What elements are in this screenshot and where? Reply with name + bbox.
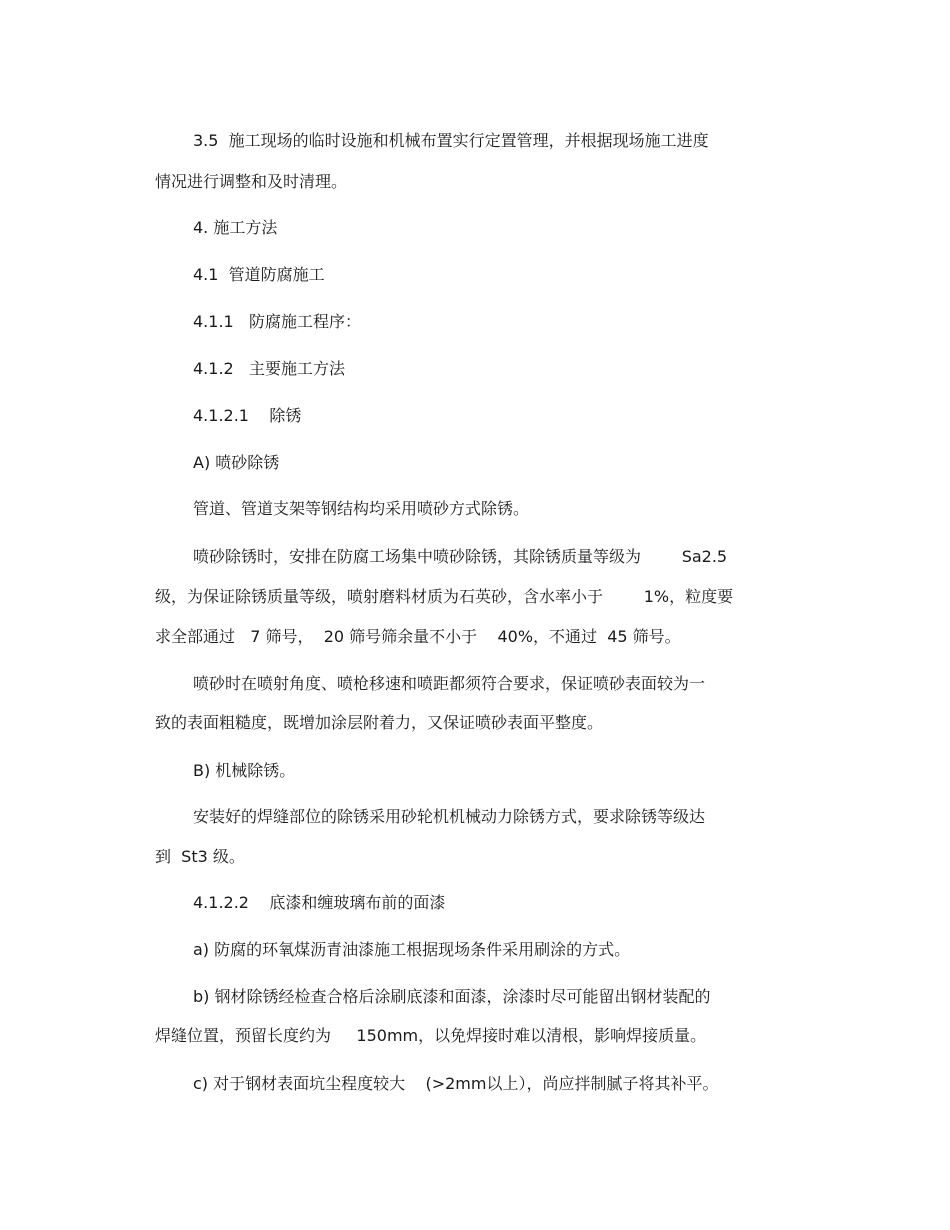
heading-4-1-2: 4.1.2 主要施工方法 <box>193 359 345 378</box>
paragraph-b-1-line-1: 安装好的焊缝部位的除锈采用砂轮机机械动力除锈方式，要求除锈等级达 <box>193 807 706 826</box>
item-c: c) 对于钢材表面坑尘程度较大 (>2mm以上），尚应拌制腻子将其补平。 <box>193 1074 719 1093</box>
paragraph-a-3-line-2: 致的表面粗糙度，既增加涂层附着力，又保证喷砂表面平整度。 <box>155 713 604 732</box>
heading-4-1: 4.1 管道防腐施工 <box>193 265 325 284</box>
paragraph-a-2-line-2: 级，为保证除锈质量等级，喷射磨料材质为石英砂，含水率小于 1%，粒度要 <box>155 587 734 606</box>
item-a: a) 防腐的环氧煤沥青油漆施工根据现场条件采用刷涂的方式。 <box>193 940 631 959</box>
paragraph-3-5-line-1: 3.5 施工现场的临时设施和机械布置实行定置管理，并根据现场施工进度 <box>193 131 709 150</box>
heading-4: 4. 施工方法 <box>193 218 278 237</box>
paragraph-a-3-line-1: 喷砂时在喷射角度、喷枪移速和喷距都须符合要求，保证喷砂表面较为一 <box>193 674 706 693</box>
subheading-a: A) 喷砂除锈 <box>193 453 280 472</box>
heading-4-1-1: 4.1.1 防腐施工程序： <box>193 312 361 331</box>
heading-4-1-2-2: 4.1.2.2 底漆和缠玻璃布前的面漆 <box>193 893 446 912</box>
paragraph-3-5-line-2: 情况进行调整和及时清理。 <box>155 172 348 191</box>
item-b-line-2: 焊缝位置，预留长度约为 150mm，以免焊接时难以清根，影响焊接质量。 <box>155 1026 707 1045</box>
paragraph-a-2-line-3: 求全部通过 7 筛号， 20 筛号筛余量不小于 40%，不通过 45 筛号。 <box>155 627 681 646</box>
subheading-b: B) 机械除锈。 <box>193 761 296 780</box>
heading-4-1-2-1: 4.1.2.1 除锈 <box>193 406 302 425</box>
item-b-line-1: b) 钢材除锈经检查合格后涂刷底漆和面漆，涂漆时尽可能留出钢材装配的 <box>193 987 711 1006</box>
paragraph-a-2-line-1: 喷砂除锈时，安排在防腐工场集中喷砂除锈，其除锈质量等级为 Sa2.5 <box>193 547 728 566</box>
paragraph-a-1: 管道、管道支架等钢结构均采用喷砂方式除锈。 <box>193 499 530 518</box>
paragraph-b-1-line-2: 到 St3 级。 <box>155 847 245 866</box>
